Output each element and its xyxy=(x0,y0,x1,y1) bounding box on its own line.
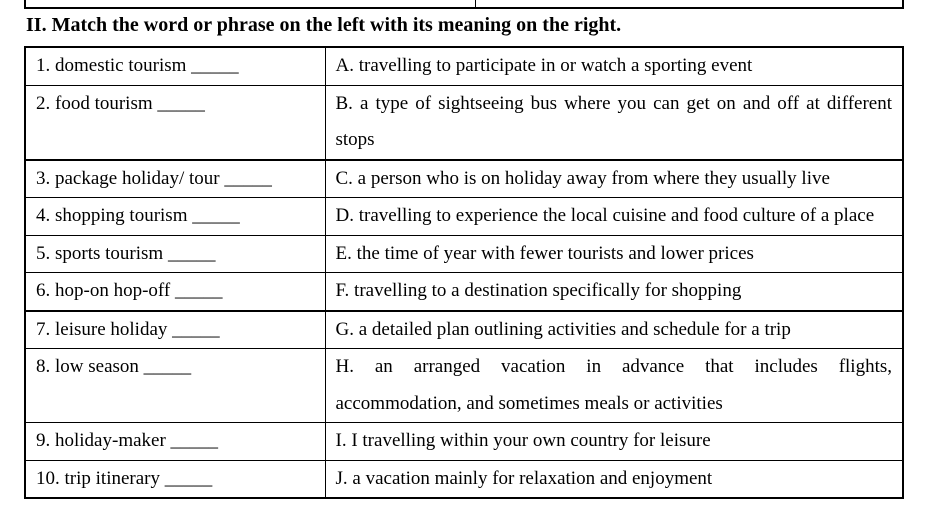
meaning-cell: H. an arranged vacation in advance that includes flights, accommodation, and sometimes meals or activities xyxy=(325,349,903,423)
meaning-cell: A. travelling to participate in or watch a sporting event xyxy=(325,47,903,85)
table-row xyxy=(25,160,903,198)
term-cell: 8. low season _____ xyxy=(25,349,325,423)
term-cell: 6. hop-on hop-off _____ xyxy=(25,273,325,311)
term-cell: 3. package holiday/ tour _____ xyxy=(25,160,325,198)
table-row xyxy=(25,460,903,498)
previous-table-divider xyxy=(475,0,476,7)
meaning-cell: F. travelling to a destination specifically for shopping xyxy=(325,273,903,311)
table-row xyxy=(25,85,903,160)
term-cell: 1. domestic tourism _____ xyxy=(25,47,325,85)
table-row xyxy=(25,273,903,311)
matching-table xyxy=(24,46,904,499)
table-row xyxy=(25,198,903,236)
previous-table-remnant xyxy=(24,0,904,9)
term-cell: 2. food tourism _____ xyxy=(25,85,325,160)
term-cell: 4. shopping tourism _____ xyxy=(25,198,325,236)
table-row xyxy=(25,47,903,85)
table-row xyxy=(25,349,903,423)
meaning-cell: J. a vacation mainly for relaxation and enjoyment xyxy=(325,460,903,498)
term-cell: 10. trip itinerary _____ xyxy=(25,460,325,498)
term-cell: 9. holiday-maker _____ xyxy=(25,423,325,461)
meaning-cell: D. travelling to experience the local cuisine and food culture of a place xyxy=(325,198,903,236)
table-row xyxy=(25,423,903,461)
table-row xyxy=(25,311,903,349)
meaning-cell: G. a detailed plan outlining activities and schedule for a trip xyxy=(325,311,903,349)
term-cell: 7. leisure holiday _____ xyxy=(25,311,325,349)
meaning-cell: B. a type of sightseeing bus where you can get on and off at different stops xyxy=(325,85,903,160)
meaning-cell: E. the time of year with fewer tourists and lower prices xyxy=(325,235,903,273)
meaning-cell: I. I travelling within your own country for leisure xyxy=(325,423,903,461)
exercise-heading: II. Match the word or phrase on the left with its meaning on the right. xyxy=(26,14,622,36)
table-row xyxy=(25,235,903,273)
term-cell: 5. sports tourism _____ xyxy=(25,235,325,273)
meaning-cell: C. a person who is on holiday away from where they usually live xyxy=(325,160,903,198)
